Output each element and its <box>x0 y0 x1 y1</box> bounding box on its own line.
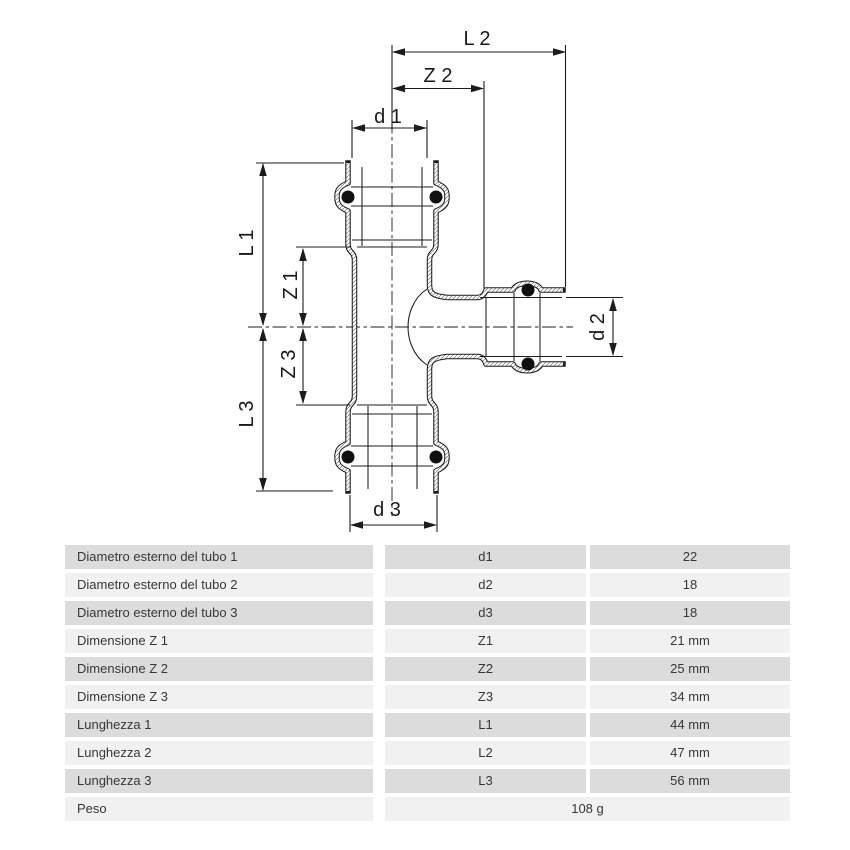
table-row <box>65 545 790 569</box>
o-ring-bottom-right <box>430 451 443 464</box>
dim-label-d3: d 3 <box>373 499 401 521</box>
spec-value: 34 mm <box>590 685 790 709</box>
dim-label-z3: Z 3 <box>278 349 300 379</box>
spec-name: Diametro esterno del tubo 2 <box>65 573 373 597</box>
spec-name: Dimensione Z 3 <box>65 685 373 709</box>
dim-label-l3: L 3 <box>236 400 258 428</box>
wall-right-top <box>430 163 564 298</box>
table-row-weight <box>65 797 790 821</box>
spec-symbol: L1 <box>385 713 586 737</box>
dim-label-d1: d 1 <box>374 106 402 128</box>
spec-name: Diametro esterno del tubo 1 <box>65 545 373 569</box>
spec-table <box>65 545 790 825</box>
spec-name: Lunghezza 3 <box>65 769 373 793</box>
dim-label-l2: L 2 <box>463 28 491 50</box>
spec-symbol: d1 <box>385 545 586 569</box>
spec-name: Lunghezza 1 <box>65 713 373 737</box>
dim-label-z2: Z 2 <box>423 65 453 87</box>
o-ring-top-left <box>342 191 355 204</box>
table-row <box>65 741 790 765</box>
spec-value: 21 mm <box>590 629 790 653</box>
interior-lines <box>351 167 562 489</box>
spec-value: 44 mm <box>590 713 790 737</box>
spec-name: Dimensione Z 1 <box>65 629 373 653</box>
table-row <box>65 685 790 709</box>
spec-symbol: Z1 <box>385 629 586 653</box>
spec-value: 56 mm <box>590 769 790 793</box>
table-row <box>65 657 790 681</box>
dimension-labels <box>236 28 609 521</box>
o-ring-branch-bottom <box>522 358 535 371</box>
spec-value: 18 <box>590 573 790 597</box>
o-ring-bottom-left <box>342 451 355 464</box>
dim-label-l1: L 1 <box>236 229 258 257</box>
spec-value: 47 mm <box>590 741 790 765</box>
spec-name: Lunghezza 2 <box>65 741 373 765</box>
o-ring-top-right <box>430 191 443 204</box>
spec-value: 25 mm <box>590 657 790 681</box>
table-row <box>65 713 790 737</box>
o-ring-branch-top <box>522 284 535 297</box>
spec-value: 22 <box>590 545 790 569</box>
spec-symbol: L3 <box>385 769 586 793</box>
table-row <box>65 601 790 625</box>
spec-value: 18 <box>590 601 790 625</box>
spec-symbol: d3 <box>385 601 586 625</box>
spec-name: Diametro esterno del tubo 3 <box>65 601 373 625</box>
spec-symbol: Z3 <box>385 685 586 709</box>
dim-label-z1: Z 1 <box>280 270 302 300</box>
spec-symbol: d2 <box>385 573 586 597</box>
spec-symbol: Z2 <box>385 657 586 681</box>
spec-symbol: L2 <box>385 741 586 765</box>
spec-name: Peso <box>65 797 373 821</box>
table-row <box>65 769 790 793</box>
table-row <box>65 573 790 597</box>
spec-value: 108 g <box>385 797 790 821</box>
spec-name: Dimensione Z 2 <box>65 657 373 681</box>
dim-label-d2: d 2 <box>587 313 609 341</box>
wall-right-bottom <box>430 357 564 492</box>
table-row <box>65 629 790 653</box>
